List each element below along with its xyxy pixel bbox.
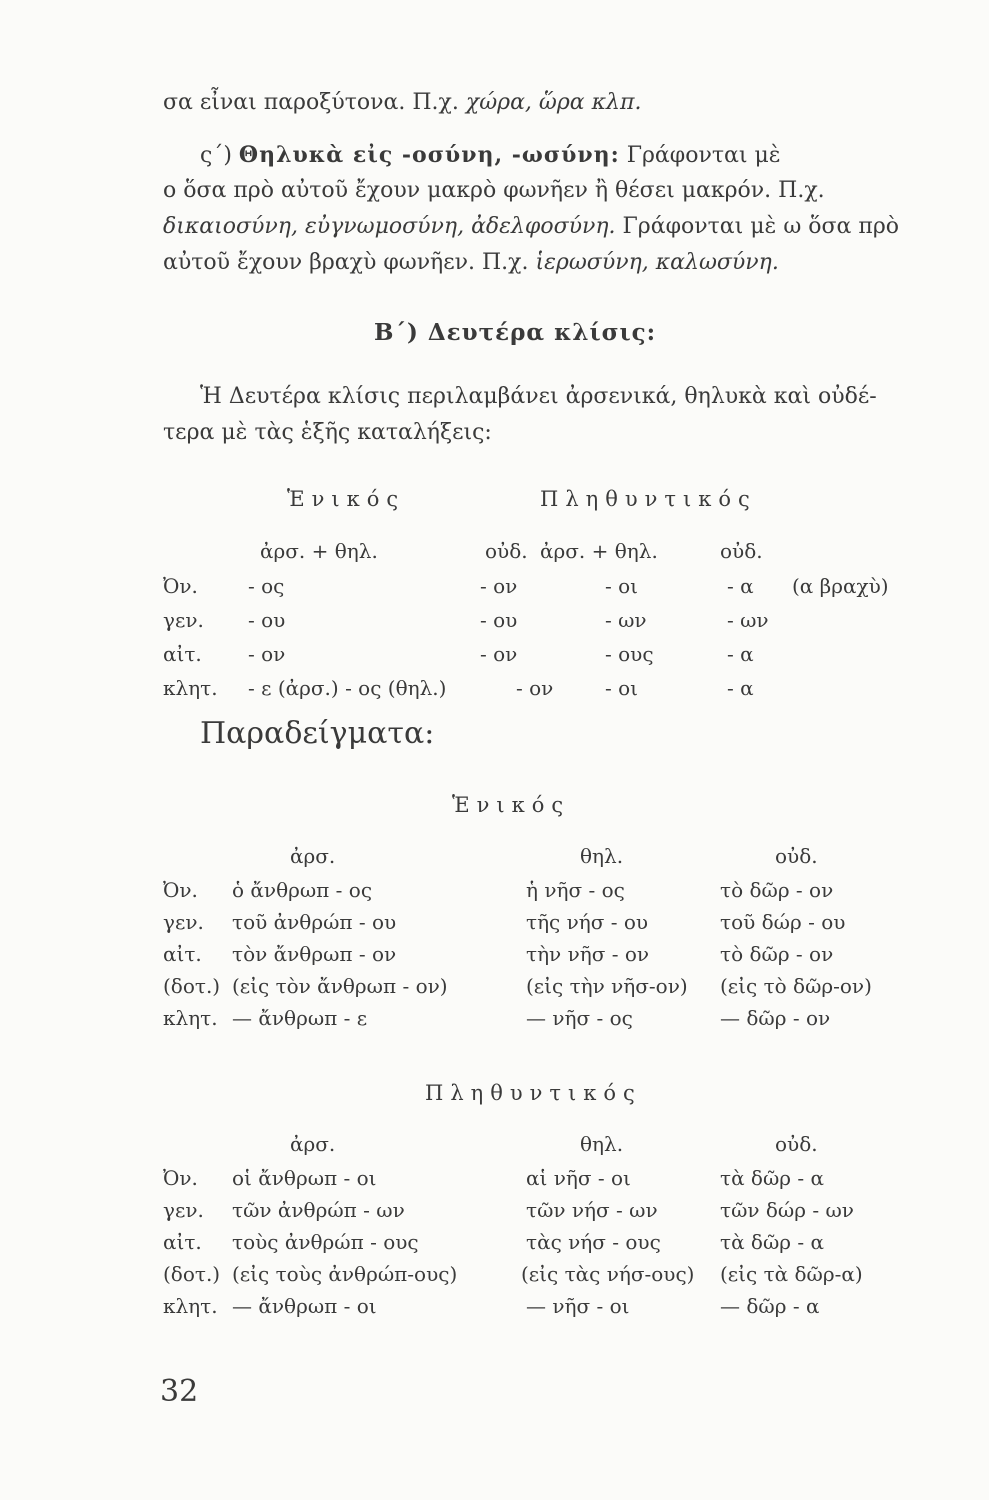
column-header: θηλ.: [580, 1132, 624, 1156]
rule-number: ς΄): [200, 143, 232, 168]
example-neut: τὰ δῶρ - α: [720, 1166, 825, 1190]
ending-cell: - α: [727, 574, 754, 598]
example-fem: — νῆσ - ος: [526, 1006, 633, 1030]
ending-cell: - ον: [480, 574, 518, 598]
column-header: οὐδ.: [720, 539, 763, 563]
case-label: κλητ.: [163, 1006, 218, 1030]
example-neut: τῶν δώρ - ων: [720, 1198, 854, 1222]
example-masc: τὸν ἄνθρωπ - ον: [232, 942, 397, 966]
column-header: ἀρσ. + θηλ.: [260, 539, 378, 563]
section-heading: Β΄) Δευτέρα κλίσις:: [374, 319, 657, 346]
example-fem: (εἰς τὰς νήσ-ους): [521, 1262, 695, 1286]
text-span: Γράφονται μὲ: [626, 143, 781, 168]
column-header: θηλ.: [580, 844, 624, 868]
text-span: σα εἶναι παροξύτονα. Π.χ.: [163, 90, 466, 115]
text-line: ο ὅσα πρὸ αὐτοῦ ἔχουν μακρὸ φωνῆεν ἢ θέσει μακρόν. Π.χ.: [163, 178, 825, 203]
ending-cell: - α: [727, 676, 754, 700]
example-fem: τὴν νῆσ - ον: [526, 942, 650, 966]
case-label: αἰτ.: [163, 1230, 202, 1254]
examples-heading: Παραδείγματα:: [200, 716, 435, 751]
column-header: οὐδ.: [485, 539, 528, 563]
example-words: χώρα, ὥρα κλπ.: [465, 90, 642, 115]
example-masc: τῶν ἀνθρώπ - ων: [232, 1198, 405, 1222]
case-label: γεν.: [163, 608, 204, 632]
example-neut: (εἰς τὰ δῶρ-α): [720, 1262, 863, 1286]
example-fem: — νῆσ - οι: [526, 1294, 630, 1318]
ending-cell: - οι: [605, 676, 638, 700]
example-fem: αἱ νῆσ - οι: [526, 1166, 631, 1190]
case-label: γεν.: [163, 1198, 204, 1222]
example-neut: τὰ δῶρ - α: [720, 1230, 825, 1254]
plural-label: Πληθυντικός: [425, 1081, 642, 1105]
text-line: [163, 248, 779, 278]
example-neut: τοῦ δώρ - ου: [720, 910, 846, 934]
ending-cell: - ον: [248, 642, 286, 666]
column-header: ἀρσ.: [290, 1132, 336, 1156]
example-masc: τοῦ ἀνθρώπ - ου: [232, 910, 397, 934]
case-label: Ὀν.: [163, 1166, 198, 1190]
singular-label: Ἑνικός: [287, 487, 406, 511]
page-number: 32: [160, 1374, 199, 1409]
example-masc: οἱ ἄνθρωπ - οι: [232, 1166, 377, 1190]
example-words: δικαιοσύνη, εὐγνωμοσύνη, ἀδελφοσύνη.: [163, 214, 616, 239]
ending-cell: - οι: [605, 574, 638, 598]
ending-cell: - ου: [480, 608, 518, 632]
example-fem: τῶν νήσ - ων: [526, 1198, 658, 1222]
ending-cell: - ος: [248, 574, 285, 598]
case-label: Ὀν.: [163, 878, 198, 902]
example-neut: — δῶρ - ον: [720, 1006, 831, 1030]
text-span: Γράφονται μὲ ω ὅσα πρὸ: [615, 214, 900, 239]
case-label: κλητ.: [163, 676, 218, 700]
ending-note: (α βραχὺ): [792, 574, 889, 598]
case-label: (δοτ.): [163, 974, 221, 998]
example-words: ἱερωσύνη, καλωσύνη.: [535, 250, 779, 275]
rule-heading-line: [200, 140, 781, 171]
text-span: αὐτοῦ ἔχουν βραχὺ φωνῆεν. Π.χ.: [163, 250, 536, 275]
example-fem: ἡ νῆσ - ος: [526, 878, 625, 902]
example-fem: (εἰς τὴν νῆσ-ον): [526, 974, 688, 998]
case-label: Ὀν.: [163, 574, 198, 598]
text-line: [163, 88, 641, 118]
example-neut: (εἰς τὸ δῶρ-ον): [720, 974, 872, 998]
example-fem: τὰς νήσ - ους: [526, 1230, 661, 1254]
column-header: οὐδ.: [775, 1132, 818, 1156]
ending-cell: - ε (ἀρσ.) - ος (θηλ.): [248, 676, 447, 700]
ending-cell: - ους: [605, 642, 654, 666]
case-label: κλητ.: [163, 1294, 218, 1318]
example-masc: (εἰς τοὺς ἀνθρώπ-ους): [232, 1262, 458, 1286]
ending-cell: - ον: [516, 676, 554, 700]
example-masc: — ἄνθρωπ - οι: [232, 1294, 377, 1318]
example-masc: (εἰς τὸν ἄνθρωπ - ον): [232, 974, 448, 998]
case-label: αἰτ.: [163, 642, 202, 666]
ending-cell: - ον: [480, 642, 518, 666]
example-masc: — ἄνθρωπ - ε: [232, 1006, 368, 1030]
singular-label: Ἑνικός: [452, 793, 571, 817]
example-masc: τοὺς ἀνθρώπ - ους: [232, 1230, 419, 1254]
column-header: οὐδ.: [775, 844, 818, 868]
case-label: (δοτ.): [163, 1262, 221, 1286]
ending-cell: - α: [727, 642, 754, 666]
example-neut: τὸ δῶρ - ον: [720, 878, 834, 902]
example-masc: ὁ ἄνθρωπ - ος: [232, 878, 373, 902]
ending-cell: - ων: [727, 608, 769, 632]
rule-heading: Θηλυκὰ εἰς -οσύνη, -ωσύνη:: [238, 142, 620, 168]
example-fem: τῆς νήσ - ου: [526, 910, 649, 934]
column-header: ἀρσ.: [290, 844, 336, 868]
plural-label: Πληθυντικός: [540, 487, 757, 511]
ending-cell: - ου: [248, 608, 286, 632]
case-label: γεν.: [163, 910, 204, 934]
example-neut: — δῶρ - α: [720, 1294, 820, 1318]
text-line: τερα μὲ τὰς ἑξῆς καταλήξεις:: [163, 420, 492, 445]
case-label: αἰτ.: [163, 942, 202, 966]
text-line: [163, 212, 899, 242]
ending-cell: - ων: [605, 608, 647, 632]
text-line: Ἡ Δευτέρα κλίσις περιλαμβάνει ἀρσενικά, θηλυκὰ καὶ οὐδέ-: [200, 384, 877, 409]
column-header: ἀρσ. + θηλ.: [540, 539, 658, 563]
example-neut: τὸ δῶρ - ον: [720, 942, 834, 966]
